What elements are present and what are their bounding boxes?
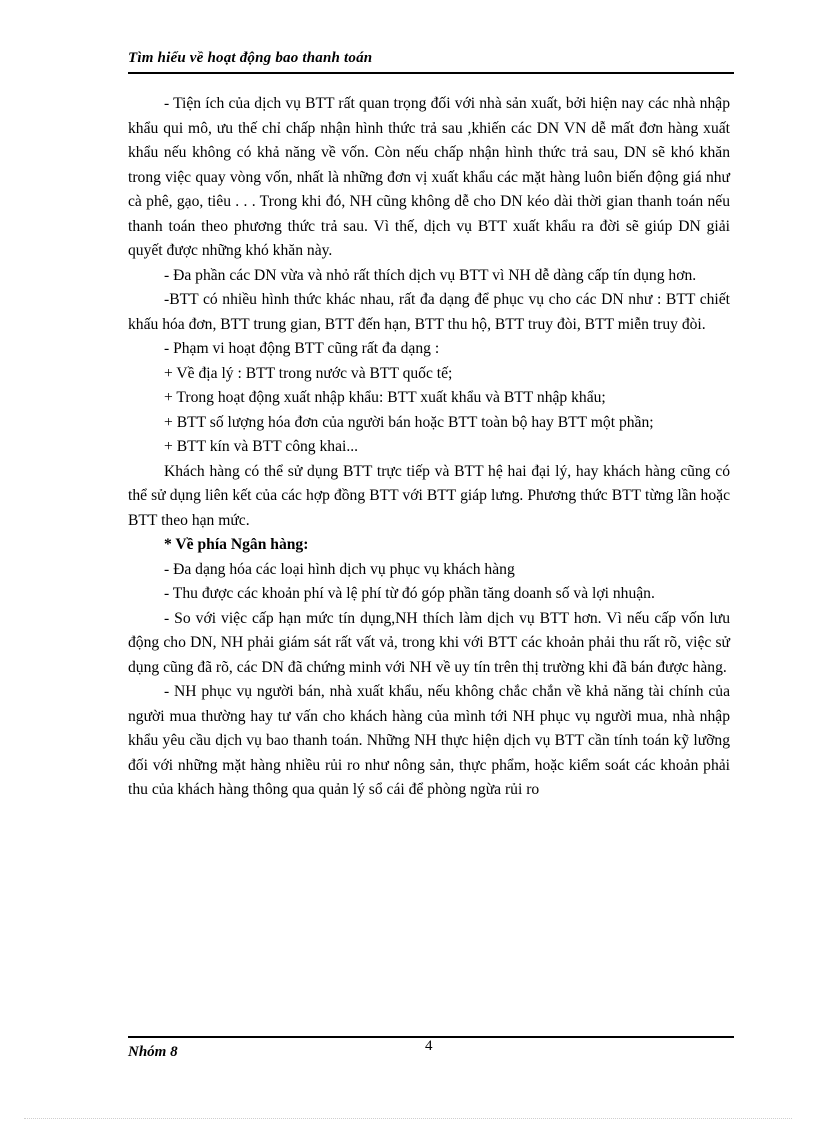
page-number: 4: [425, 1038, 433, 1054]
footer-group-name: Nhóm 8: [128, 1044, 178, 1060]
list-item-invoice-count: + BTT số lượng hóa đơn của người bán hoặc BTT toàn bộ hay BTT một phần;: [164, 413, 654, 431]
paragraph-bank-credit: - So với việc cấp hạn mức tín dụng,NH thích làm dịch vụ BTT hơn. Vì nếu cấp vốn lưu động cho DN, NH phải giám sát rất vất vả, trong khi với BTT các khoản phải thu rất rõ, việc sử dụng cũng đã rõ, các DN đã chứng minh với NH về uy tín trên thị trường khi đã bán được hàng.: [128, 609, 730, 676]
paragraph-bank-fees: - Thu được các khoản phí và lệ phí từ đó góp phần tăng doanh số và lợi nhuận.: [164, 585, 655, 602]
list-item-geography: + Về địa lý : BTT trong nước và BTT quốc tế;: [164, 364, 453, 382]
paragraph-btt-utility: - Tiện ích của dịch vụ BTT rất quan trọng đối với nhà sản xuất, bởi hiện nay các nhà nhập khẩu qui mô, ưu thế chỉ chấp nhận hình thức trả sau ,khiến các DN VN dễ mất đơn hàng xuất khẩu nếu không có khả năng về vốn. Còn nếu chấp nhận hình thức trả sau, DN sẽ khó khăn trong việc quay vòng vốn, nhất là những đơn vị xuất khẩu các mặt hàng luôn biến động giá như cà phê, gạo, tiêu . . . Trong khi đó, NH cũng không dễ cho DN kéo dài thời gian thanh toán nếu thanh toán theo phương thức trả sau. Vì thế, dịch vụ BTT xuất khẩu ra đời sẽ giúp DN giải quyết được những khó khăn này.: [128, 95, 730, 259]
page-bottom-border: [24, 1118, 792, 1119]
section-heading-bank: * Về phía Ngân hàng:: [164, 536, 309, 553]
header-title: Tìm hiểu về hoạt động bao thanh toán: [128, 50, 373, 66]
paragraph-btt-forms: -BTT có nhiều hình thức khác nhau, rất đa dạng để phục vụ cho các DN như : BTT chiết khấu hóa đơn, BTT trung gian, BTT đến hạn, BTT thu hộ, BTT truy đòi, BTT miễn truy đòi.: [128, 291, 730, 333]
page-footer: [128, 1036, 734, 1068]
paragraph-sme-preference: - Đa phần các DN vừa và nhỏ rất thích dịch vụ BTT vì NH dễ dàng cấp tín dụng hơn.: [164, 266, 697, 284]
document-body: [128, 92, 730, 803]
page-header: [128, 48, 734, 74]
list-item-closed-open: + BTT kín và BTT công khai...: [164, 438, 359, 455]
list-item-import-export: + Trong hoạt động xuất nhập khẩu: BTT xuất khẩu và BTT nhập khẩu;: [164, 389, 606, 406]
paragraph-customer-usage: Khách hàng có thể sử dụng BTT trực tiếp và BTT hệ hai đại lý, hay khách hàng cũng có thể sử dụng liên kết của các hợp đồng BTT với BTT giáp lưng. Phương thức BTT từng lần hoặc BTT theo hạn mức.: [128, 462, 730, 529]
paragraph-bank-service: - NH phục vụ người bán, nhà xuất khẩu, nếu không chắc chắn về khả năng tài chính của người mua thường hay tư vấn cho khách hàng của mình tới NH phục vụ người mua, nhà nhập khẩu yêu cầu dịch vụ bao thanh toán. Những NH thực hiện dịch vụ BTT cần tính toán kỹ lưỡng đối với những mặt hàng nhiều rủi ro như nông sản, thực phẩm, hoặc kiểm soát các khoản phải thu của khách hàng thông qua quản lý sổ cái để phòng ngừa rủi ro: [128, 683, 730, 798]
paragraph-scope: - Phạm vi hoạt động BTT cũng rất đa dạng :: [164, 340, 440, 357]
paragraph-bank-diversify: - Đa dạng hóa các loại hình dịch vụ phục vụ khách hàng: [164, 560, 515, 578]
